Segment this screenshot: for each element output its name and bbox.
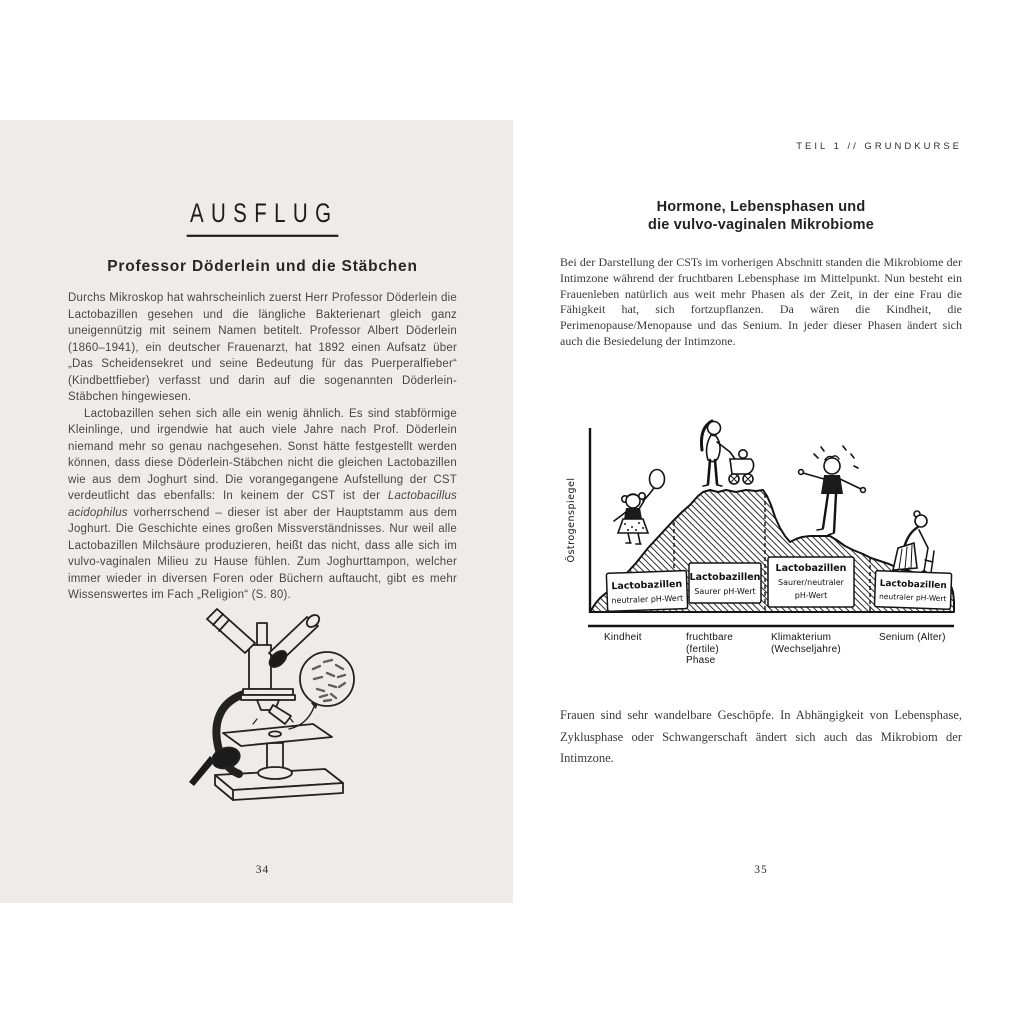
left-paragraph-2-part-a: Lactobazillen sehen sich alle ein wenig ähnlich. Es sind stabförmige Kleinlinge, und irgendwie hat auch viele Jahre nach Prof. Döderlein niemand mehr so genau nachgesehen. Sonst hätte festgestellt werden können, dass diese Döderlein-Stäbchen nicht die gleichen Lactobazillen wie aus dem Joghurt sind. Die vorangegangene Aufstellung der CST verdeutlicht das ebenfalls: In keinem der CST ist der <box>68 407 457 502</box>
section-kicker-wrap <box>68 198 457 234</box>
page-number-left: 34 <box>255 864 270 876</box>
box3-line2: Saurer/neutraler <box>778 578 844 587</box>
right-page-title-line2: die vulvo-vaginalen Mikrobiome <box>648 217 874 233</box>
body-tube <box>241 623 295 700</box>
box1-line2: neutraler pH-Wert <box>611 593 684 606</box>
box-klimakterium <box>768 557 854 607</box>
tick-senium <box>879 632 946 644</box>
box4-line2: neutraler pH-Wert <box>878 591 947 604</box>
left-paragraph-2 <box>68 406 457 604</box>
tick-senium-line1: Senium (Alter) <box>879 632 946 643</box>
old-woman-with-rollator-figure <box>893 511 935 579</box>
box3-line1: Lactobazillen <box>775 563 847 574</box>
estrogen-chart-svg <box>562 402 956 632</box>
page-number-right: 35 <box>754 864 768 876</box>
stage-pillar <box>258 743 292 779</box>
right-page <box>513 120 1024 903</box>
tick-klimakterium <box>771 632 841 655</box>
figure-caption: Frauen sind sehr wandelbare Geschöpfe. In Abhängigkeit von Lebensphase, Zyklusphase oder Schwangerschaft ändert sich auch das Mikrobiom der Intimzone. <box>560 708 962 765</box>
box2-line1: Lactobazillen <box>689 572 761 583</box>
tick-kindheit-line1: Kindheit <box>604 632 642 643</box>
latin-species-name: Lactobacillus acidophilus <box>68 490 457 519</box>
box-senium <box>874 571 951 610</box>
running-head: TEIL 1 // GRUNDKURSE <box>796 141 962 152</box>
girl-with-balloon-figure <box>614 470 665 545</box>
tick-fruchtbare-phase <box>686 632 733 667</box>
estrogen-life-phases-chart <box>562 402 956 672</box>
microscope-illustration <box>185 607 357 802</box>
box-kindheit <box>606 571 687 612</box>
left-page-title: Professor Döderlein und die Stäbchen <box>107 258 418 275</box>
left-page <box>0 120 513 903</box>
tick-fruchtbare-line2: (fertile) <box>686 643 719 655</box>
tick-fruchtbare-line1: fruchtbare <box>686 632 734 643</box>
section-kicker: AUSFLUG <box>187 198 339 237</box>
left-paragraph-1: Durchs Mikroskop hat wahrscheinlich zuerst Herr Professor Döderlein die Lactobazillen gesehen und die längliche Bakterienart gleich ganz uneigennützig mit seinem Namen betitelt. Professor Albert Döderlein (1860–1941), ein deutscher Frauenarzt, hat 1892 einen Aufsatz über „Das Scheidensekret und seine Bedeutung für das Puerperalfieber“ (Kindbettfieber) verfasst und darin auf die sogenannten Döderlein-Stäbchen hingewiesen. <box>68 292 457 403</box>
box-fruchtbare-phase <box>689 563 761 603</box>
box2-line2: Saurer pH-Wert <box>694 587 756 596</box>
box4-line1: Lactobazillen <box>879 578 947 592</box>
left-body-text <box>68 290 457 604</box>
tick-klimakterium-line2: (Wechseljahre) <box>771 643 841 655</box>
x-axis-labels <box>562 632 956 672</box>
tick-kindheit <box>604 632 642 644</box>
left-paragraph-2-part-b: vorherrschend – dieser ist aber der Hauptstamm aus dem Joghurt. Die Geschichte eines großen Missverständnisses. Nur weil alle Lactobazillen Milchsäure produzieren, heißt das nicht, dass alle sich im vulvo-vaginalen Milieu zu Hause fühlen. Zum Joghurttampon, welcher immer wieder in diversen Foren oder Büchern auftaucht, gibt es mehr Wissenswertes im Fach „Religion“ (S. 80). <box>68 506 457 601</box>
tick-klimakterium-line1: Klimakterium <box>771 632 832 643</box>
box3-line3: pH-Wert <box>794 591 828 600</box>
stage <box>223 717 332 746</box>
left-eyepiece <box>207 609 255 653</box>
sweating-woman-figure <box>799 446 866 535</box>
pregnant-woman-with-pram-figure <box>701 421 753 486</box>
right-page-title-line1: Hormone, Lebensphasen und <box>656 199 866 215</box>
box1-line1: Lactobazillen <box>611 578 683 593</box>
right-page-title <box>560 198 962 234</box>
y-axis-label: Östrogenspiegel <box>566 477 577 563</box>
objective <box>257 700 291 724</box>
right-paragraph: Bei der Darstellung der CSTs im vorherigen Abschnitt standen die Mikrobiome der Intimzone während der fruchtbaren Lebensphase im Mittelpunkt. Nun besteht ein Frauenleben natürlich aus weit mehr Phasen als der Zeit, in der eine Frau die Fähigkeit hat, sich fortzupflanzen. Da wären die Kindheit, die Perimenopause/Menopause und das Senium. In jeder dieser Phasen ändert sich auch die Besiedelung der Intimzone. <box>560 255 962 348</box>
magnified-lactobacilli <box>300 652 354 706</box>
tick-fruchtbare-line3: Phase <box>686 655 716 666</box>
microscope-svg <box>185 607 357 802</box>
